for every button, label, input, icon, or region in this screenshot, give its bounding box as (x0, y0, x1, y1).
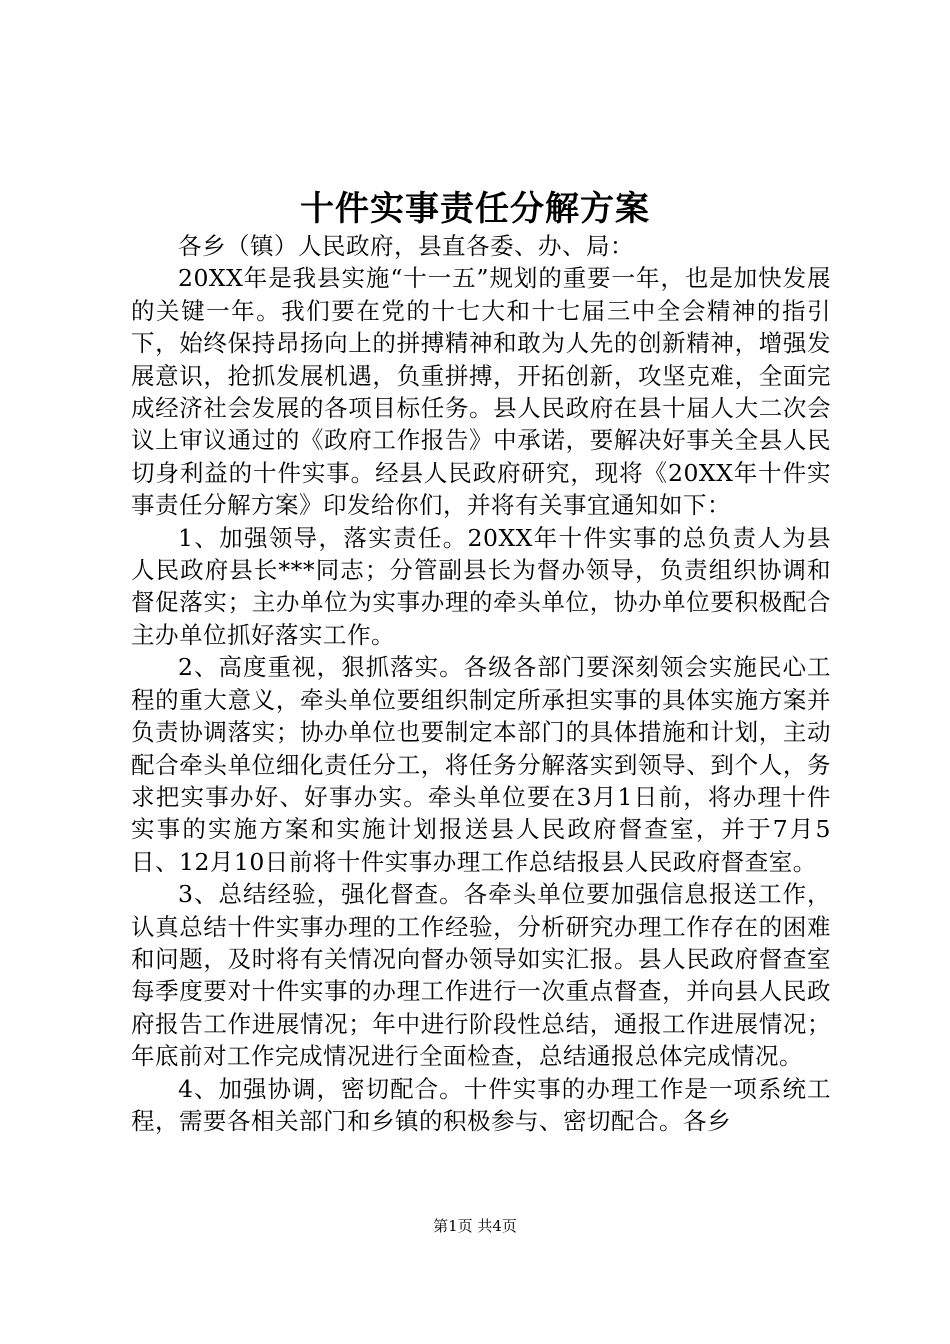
item-2-paragraph: 2、高度重视，狠抓落实。各级各部门要深刻领会实施民心工程的重大意义，牵头单位要组织制定所承担实事的具体实施方案并负责协调落实；协办单位也要制定本部门的具体措施和计划，主动配合牵头单位细化责任分工，将任务分解落实到领导、到个人，务求把实事办好、好事办实。牵头单位要在3月1日前，将办理十件实事的实施方案和实施计划报送县人民政府督查室，并于7月5日、12月10日前将十件实事办理工作总结报县人民政府督查室。 (131, 653, 831, 876)
salutation-paragraph: 各乡（镇）人民政府，县直各委、办、局： (178, 232, 634, 260)
item-1-paragraph: 1、加强领导，落实责任。20XX年十件实事的总负责人为县人民政府县长***同志；分管副县长为督办领导，负责组织协调和督促落实；主办单位为实事办理的牵头单位，协办单位要积极配合主办单位抓好落实工作。 (131, 523, 831, 649)
item-3-paragraph: 3、总结经验，强化督查。各牵头单位要加强信息报送工作，认真总结十件实事办理的工作经验，分析研究办理工作存在的困难和问题，及时将有关情况向督办领导如实汇报。县人民政府督查室每季度要对十件实事的办理工作进行一次重点督查，并向县人民政府报告工作进展情况；年中进行阶段性总结，通报工作进展情况；年底前对工作完成情况进行全面检查，总结通报总体完成情况。 (131, 880, 831, 1071)
item-4-paragraph: 4、加强协调，密切配合。十件实事的办理工作是一项系统工程，需要各相关部门和乡镇的积极参与、密切配合。各乡 (131, 1074, 831, 1135)
intro-paragraph: 20XX年是我县实施“十一五”规划的重要一年，也是加快发展的关键一年。我们要在党的十七大和十七届三中全会精神的指引下，始终保持昂扬向上的拼搏精神和敢为人先的创新精神，增强发展意识，抢抓发展机遇，负重拼搏，开拓创新，攻坚克难，全面完成经济社会发展的各项目标任务。县人民政府在县十届人大二次会议上审议通过的《政府工作报告》中承诺，要解决好事关全县人民切身利益的十件实事。经县人民政府研究，现将《20XX年十件实事责任分解方案》印发给你们，并将有关事宜通知如下： (131, 264, 831, 520)
page-number-footer: 第1页 共4页 (433, 1217, 517, 1235)
document-body (131, 230, 831, 1137)
document-title: 十件实事责任分解方案 (300, 189, 650, 229)
